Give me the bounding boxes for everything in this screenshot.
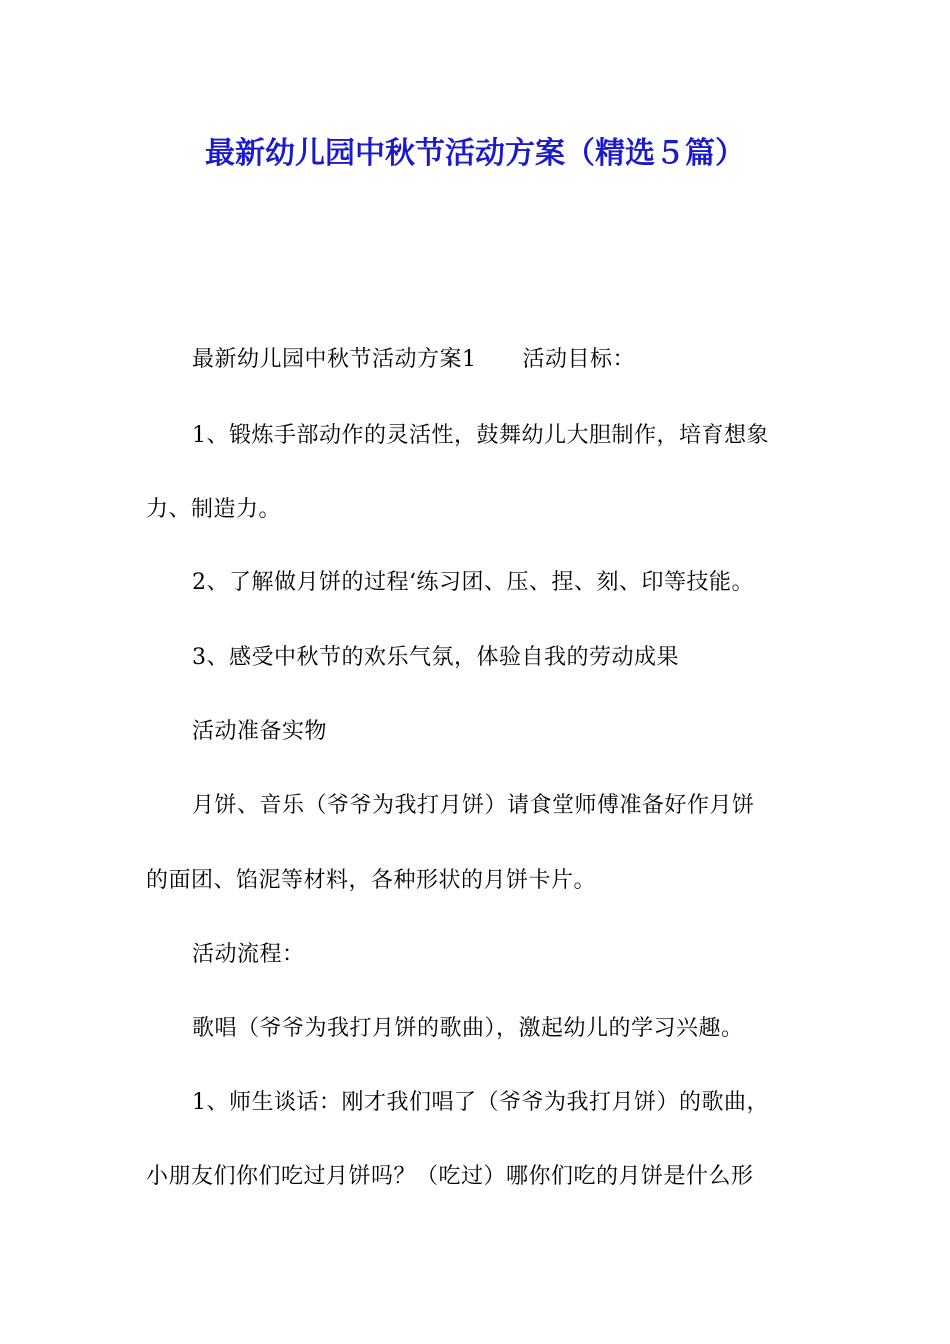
paragraph-line (192, 345, 635, 375)
paragraph-line: 1、师生谈话：刚才我们唱了（爷爷为我打月饼）的歌曲， (192, 1090, 769, 1115)
document-title: 最新幼儿园中秋节活动方案（精选５篇） (205, 136, 745, 171)
paragraph-line: 歌唱（爷爷为我打月饼的歌曲），激起幼儿的学习兴趣。 (192, 1016, 744, 1041)
paragraph-line: 月饼、音乐（爷爷为我打月饼）请食堂师傅准备好作月饼 (192, 793, 755, 818)
section-heading: 最新幼儿园中秋节活动方案1 (192, 347, 477, 372)
paragraph-line: 3、感受中秋节的欢乐气氛，体验自我的劳动成果 (192, 645, 679, 670)
paragraph-line: 的面团、馅泥等材料，各种形状的月饼卡片。 (146, 868, 597, 893)
paragraph-line: 1、锻炼手部动作的灵活性，鼓舞幼儿大胆制作，培育想象 (192, 423, 769, 448)
paragraph-line: 小朋友们你们吃过月饼吗？（吃过）哪你们吃的月饼是什么形 (146, 1164, 754, 1189)
paragraph-line: 活动流程： (192, 942, 305, 967)
paragraph-line: 2、了解做月饼的过程‘练习团、压、捏、刻、印等技能。 (192, 570, 754, 595)
section-subheading: 活动目标： (522, 347, 636, 372)
paragraph-line: 力、制造力。 (146, 497, 282, 522)
paragraph-line: 活动准备实物 (192, 719, 328, 744)
